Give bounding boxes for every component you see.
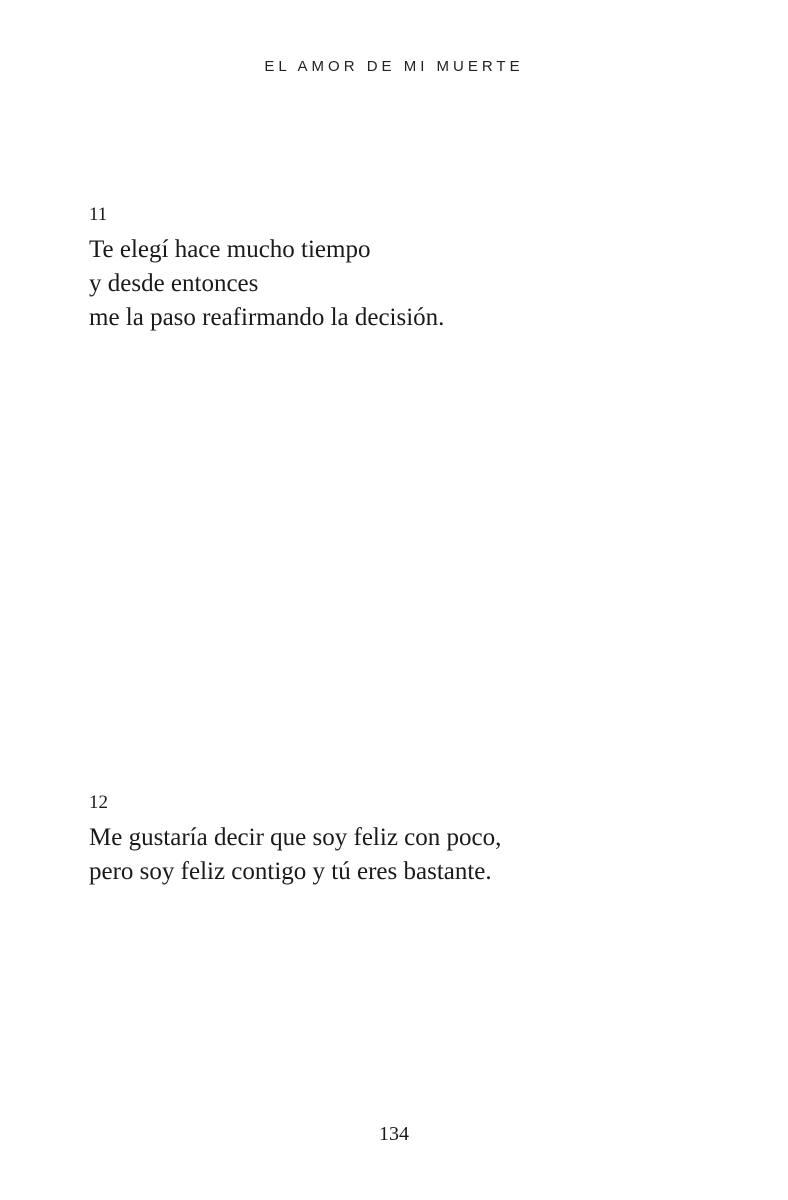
poem-12 <box>89 791 501 889</box>
poem-number: 12 <box>89 792 108 813</box>
page-number: 134 <box>379 1123 409 1145</box>
poem-line: pero soy feliz contigo y tú eres bastante. <box>89 858 492 885</box>
poem-11 <box>89 203 444 335</box>
poem-number: 11 <box>89 204 108 225</box>
running-header: EL AMOR DE MI MUERTE <box>264 58 524 75</box>
poem-line: y desde entonces <box>89 270 259 297</box>
poem-line: Me gustaría decir que soy feliz con poco, <box>89 824 502 851</box>
poem-line: me la paso reafirmando la decisión. <box>89 304 445 331</box>
poem-line: Te elegí hace mucho tiempo <box>89 236 371 263</box>
